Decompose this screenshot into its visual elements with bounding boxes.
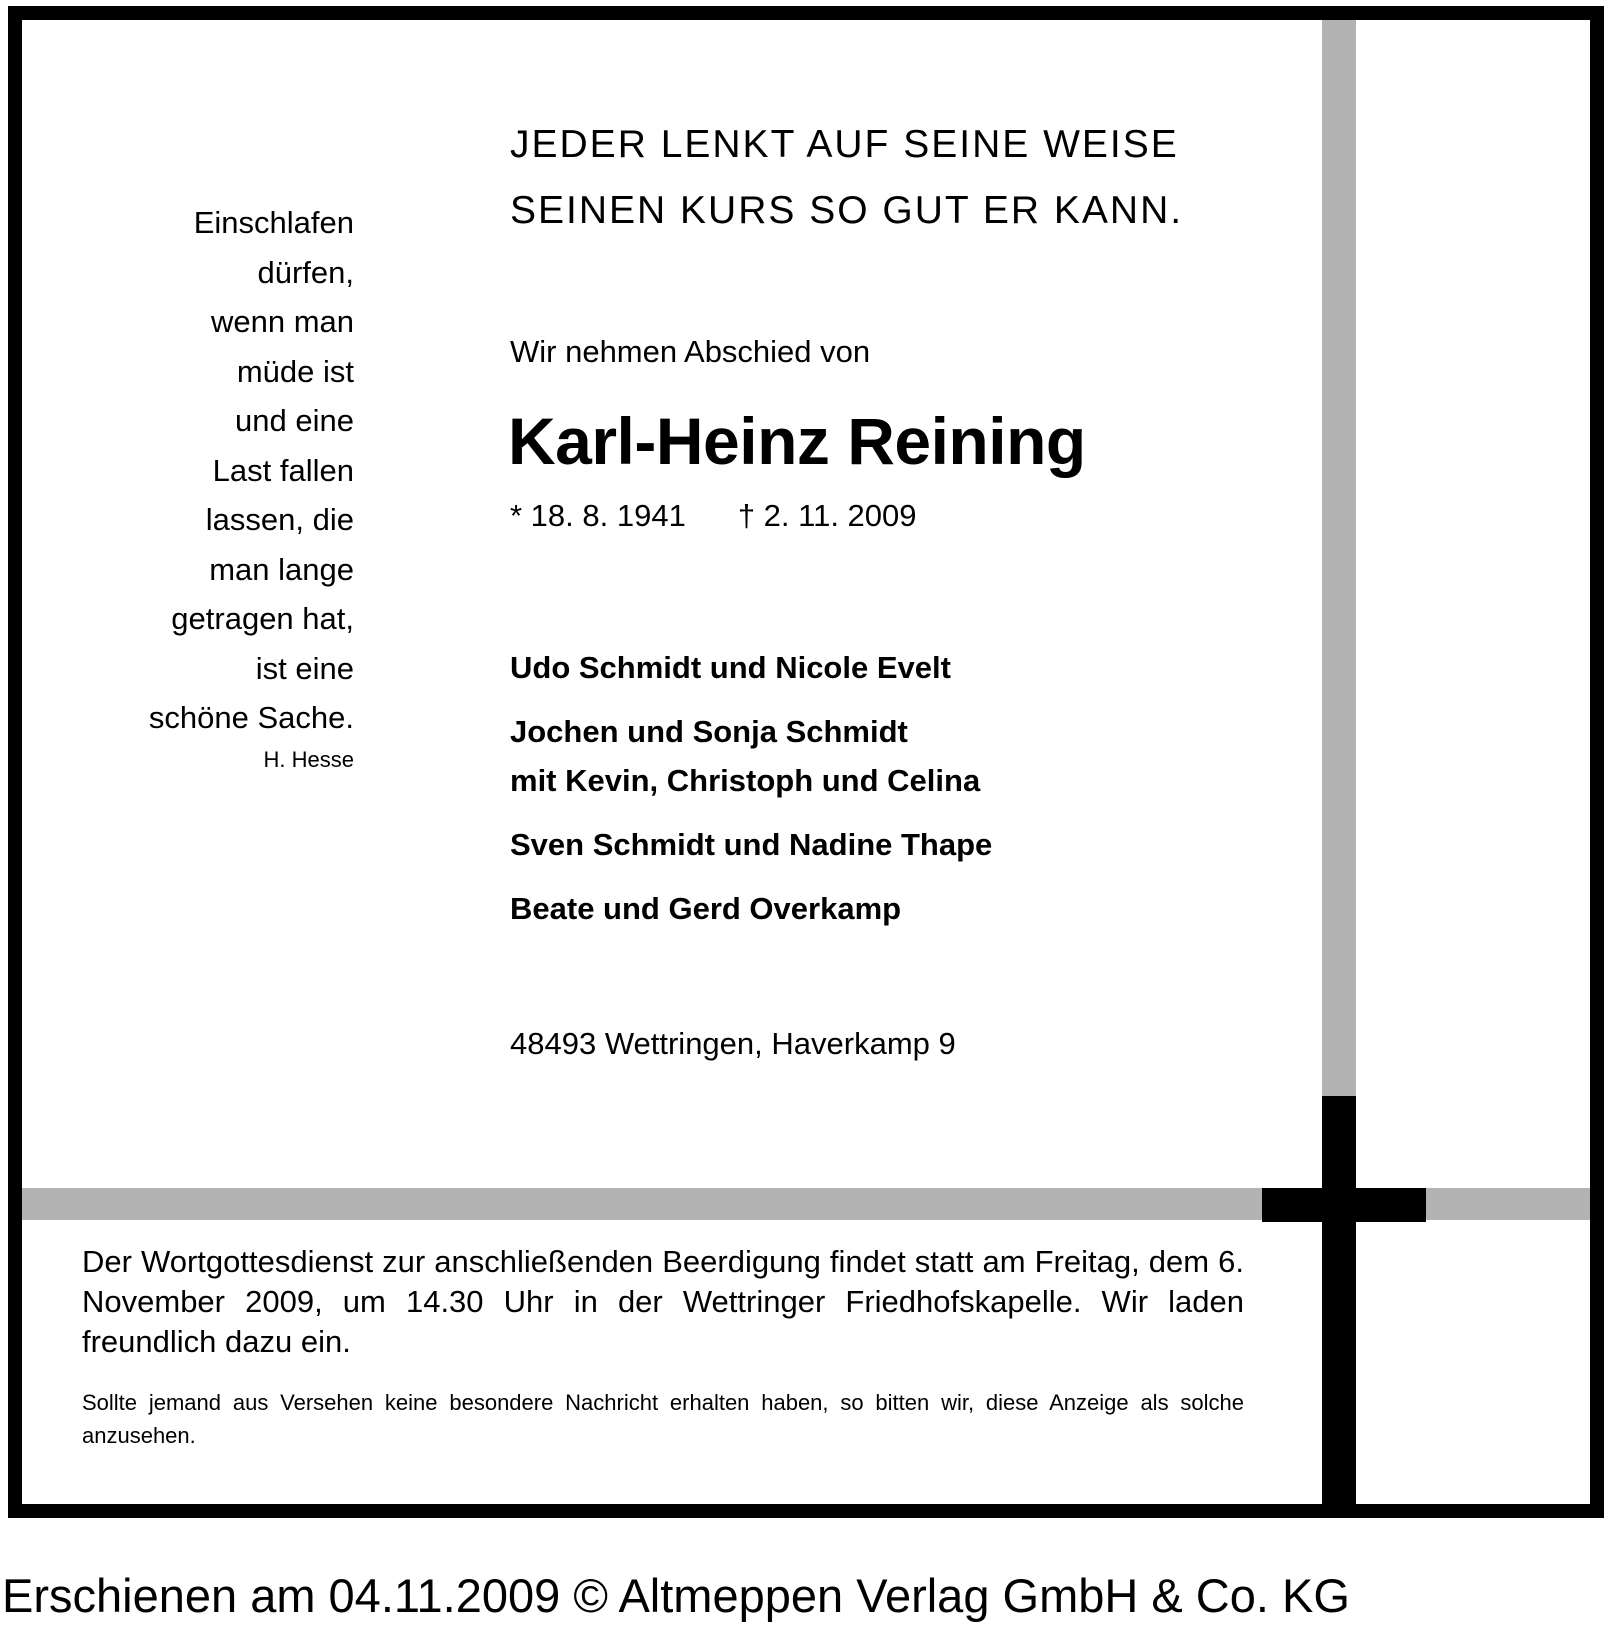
mourners-list bbox=[510, 643, 992, 948]
funeral-announcement: Der Wortgottesdienst zur anschließenden Beerdigung findet statt am Freitag, dem 6. November 2009, um 14.30 Uhr in der Wettringer Friedhofskapelle. Wir laden freundlich dazu ein. bbox=[82, 1244, 1244, 1359]
mourner-group bbox=[510, 820, 992, 869]
cross-icon-horizontal-beam bbox=[1262, 1188, 1426, 1222]
quote-line: und eine bbox=[235, 403, 354, 438]
motto-line-1: JEDER LENKT AUF SEINE WEISE bbox=[510, 123, 1179, 166]
quote-line: Einschlafen bbox=[193, 205, 354, 240]
mourner-group bbox=[510, 884, 992, 933]
mourner-line: mit Kevin, Christoph und Celina bbox=[510, 763, 981, 798]
family-address: 48493 Wettringen, Haverkamp 9 bbox=[510, 1026, 956, 1061]
mourner-line: Beate und Gerd Overkamp bbox=[510, 891, 902, 926]
birth-date: * 18. 8. 1941 bbox=[510, 498, 686, 533]
death-date: † 2. 11. 2009 bbox=[737, 498, 917, 533]
quote-line: dürfen, bbox=[257, 254, 354, 290]
quote-line: wenn man bbox=[210, 304, 354, 339]
motto-line-2: SEINEN KURS SO GUT ER KANN. bbox=[510, 189, 1184, 232]
cross-icon-vertical-beam bbox=[1322, 1096, 1356, 1518]
farewell-intro: Wir nehmen Abschied von bbox=[510, 334, 871, 369]
quote-line: lassen, die bbox=[205, 502, 354, 537]
hesse-quote bbox=[62, 198, 354, 773]
mourner-line: Sven Schmidt und Nadine Thape bbox=[510, 827, 993, 862]
vertical-gray-line bbox=[1322, 20, 1356, 1096]
mourner-group bbox=[510, 643, 992, 692]
quote-line: schöne Sache. bbox=[148, 700, 354, 735]
mourner-line: Jochen und Sonja Schmidt bbox=[510, 714, 908, 749]
motto bbox=[510, 112, 1183, 244]
notice-disclaimer: Sollte jemand aus Versehen keine besondere Nachricht erhalten haben, so bitten wir, diese Anzeige als solche anzusehen. bbox=[82, 1390, 1244, 1448]
obituary-notice bbox=[8, 6, 1604, 1518]
quote-line: ist eine bbox=[255, 650, 354, 686]
quote-line: man lange bbox=[209, 551, 354, 587]
deceased-name: Karl-Heinz Reining bbox=[508, 404, 1086, 478]
quote-line: getragen hat, bbox=[171, 601, 354, 636]
quote-line: Last fallen bbox=[212, 452, 354, 488]
mourner-group bbox=[510, 707, 992, 805]
life-dates bbox=[510, 498, 917, 534]
quote-author: H. Hesse bbox=[263, 746, 354, 772]
mourner-line: Udo Schmidt und Nicole Evelt bbox=[510, 650, 951, 685]
quote-line: müde ist bbox=[236, 353, 354, 389]
publication-footer: Erschienen am 04.11.2009 © Altmeppen Verlag GmbH & Co. KG bbox=[2, 1569, 1350, 1622]
